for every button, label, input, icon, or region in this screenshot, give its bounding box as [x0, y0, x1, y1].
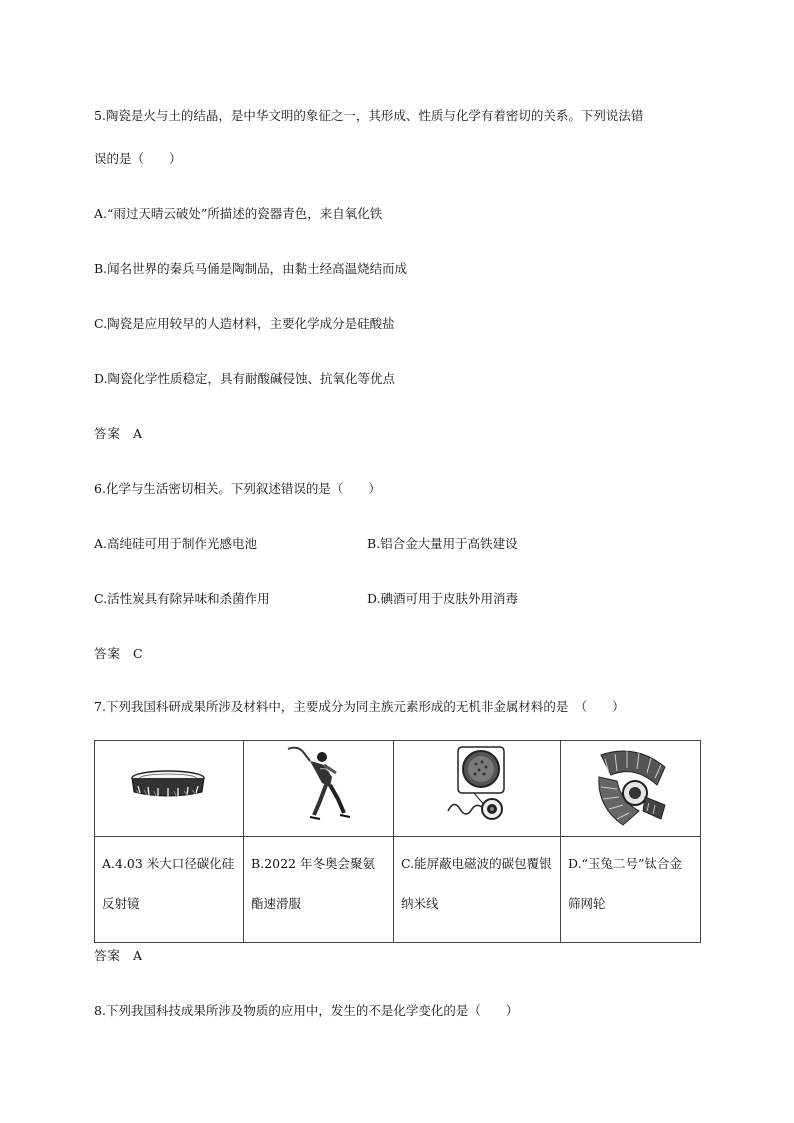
- table-cell: [394, 741, 561, 837]
- q6-answer: [94, 646, 143, 662]
- answer-label: 答案: [94, 426, 122, 441]
- mirror-image: [128, 766, 208, 806]
- q8-stem: 8.下列我国科技成果所涉及物质的应用中，发生的不是化学变化的是（ ）: [94, 1003, 519, 1018]
- q6-stem: 6.化学与生活密切相关。下列叙述错误的是（ ）: [94, 481, 381, 496]
- answer-value: C: [133, 646, 143, 661]
- table-cell: [244, 741, 394, 837]
- q6-option-b: B.铝合金大量用于高铁建设: [367, 536, 518, 551]
- table-image-row: [95, 741, 701, 837]
- q5-answer: [94, 426, 142, 442]
- speed-skater-image: [284, 743, 354, 825]
- table-text-row: [95, 837, 701, 943]
- table-cell: [561, 741, 701, 837]
- q5-option-b: B.闻名世界的秦兵马俑是陶制品，由黏土经高温烧结而成: [94, 261, 408, 276]
- answer-value: A: [133, 948, 143, 963]
- option-d-cell: D.“玉兔二号”钛合金筛网轮: [561, 837, 701, 943]
- q5-option-d: D.陶瓷化学性质稳定，具有耐酸碱侵蚀、抗氧化等优点: [94, 371, 396, 386]
- q6-option-d: D.碘酒可用于皮肤外用消毒: [367, 591, 519, 606]
- q5-stem-line2: 误的是（ ）: [94, 151, 182, 166]
- q7-materials-table: [94, 740, 701, 943]
- answer-label: 答案: [94, 646, 122, 661]
- q5-option-a: A.“雨过天晴云破处”所描述的瓷器青色，来自氧化铁: [94, 206, 383, 221]
- q6-option-a: A.高纯硅可用于制作光感电池: [94, 536, 258, 551]
- q5-stem-line1: 5.陶瓷是火与土的结晶，是中华文明的象征之一，其形成、性质与化学有着密切的关系。下列说法错: [94, 108, 644, 123]
- answer-value: A: [133, 426, 143, 441]
- table-cell: [95, 741, 244, 837]
- answer-label: 答案: [94, 948, 122, 963]
- q6-option-c: C.活性炭具有除异味和杀菌作用: [94, 591, 270, 606]
- option-c-cell: C.能屏蔽电磁波的碳包覆银纳米线: [394, 837, 561, 943]
- q7-stem: 7.下列我国科研成果所涉及材料中，主要成分为同主族元素形成的无机非金属材料的是 （ ）: [94, 699, 625, 714]
- option-b-cell: B.2022 年冬奥会聚氨酯速滑服: [244, 837, 394, 943]
- rover-wheel-image: [595, 745, 671, 829]
- q7-answer: [94, 948, 142, 964]
- option-a-cell: A.4.03 米大口径碳化硅反射镜: [95, 837, 244, 943]
- q5-option-c: C.陶瓷是应用较早的人造材料，主要化学成分是硅酸盐: [94, 316, 395, 331]
- nanowire-image: [446, 745, 526, 829]
